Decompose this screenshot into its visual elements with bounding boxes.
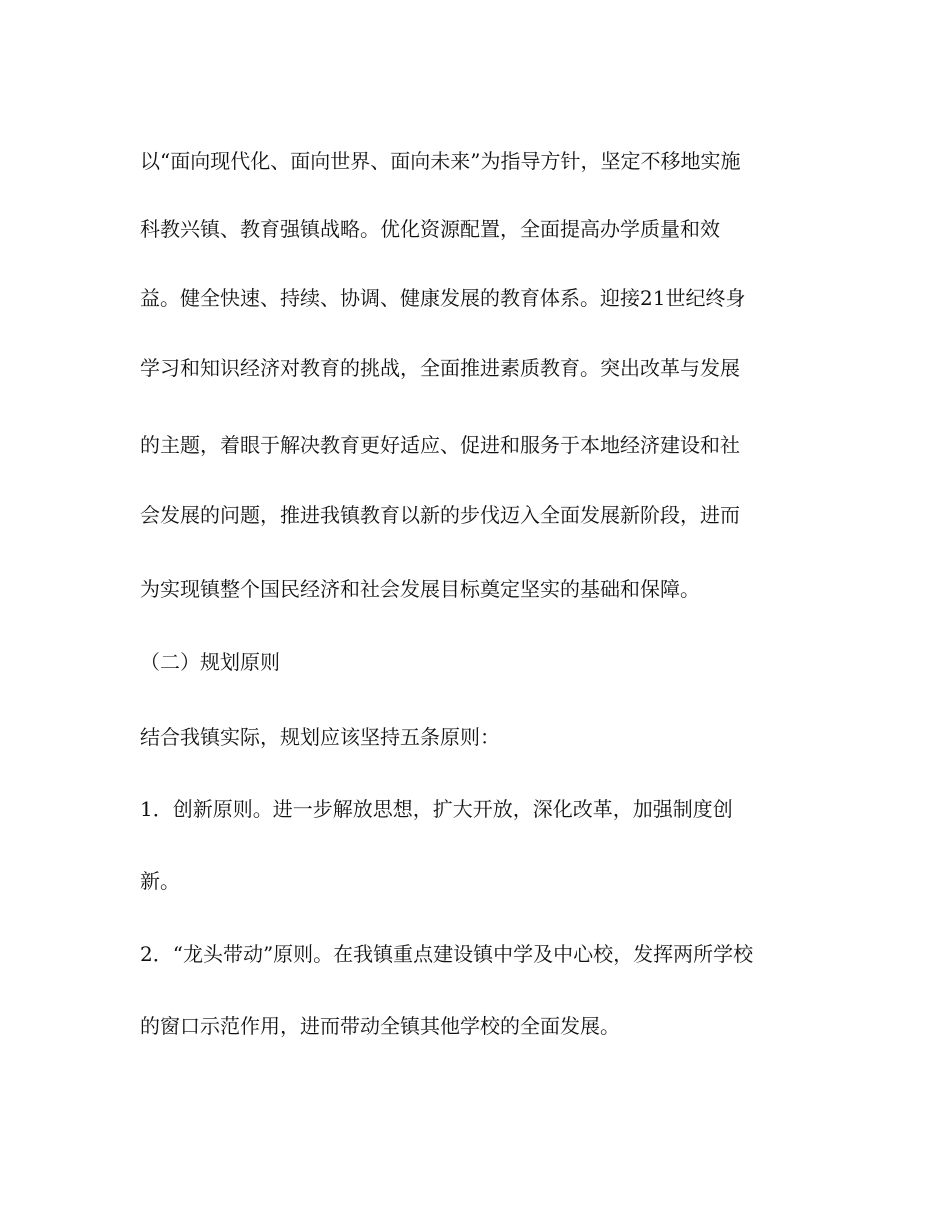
text-line: 科教兴镇、教育强镇战略。优化资源配置，全面提高办学质量和效 [140, 217, 720, 241]
text-line: 以“面向现代化、面向世界、面向未来”为指导方针，坚定不移地实施 [140, 149, 741, 173]
text-line: 结合我镇实际，规划应该坚持五条原则： [140, 725, 500, 749]
list-item-1-continuation: 新。 [140, 869, 180, 893]
text-line: 的主题，着眼于解决教育更好适应、促进和服务于本地经济建设和社 [140, 433, 740, 457]
list-item-2: 2．“龙头带动”原则。在我镇重点建设镇中学及中心校，发挥两所学校 [140, 942, 754, 966]
section-heading: （二）规划原则 [140, 650, 280, 674]
text-line: 会发展的问题，推进我镇教育以新的步伐迈入全面发展新阶段，进而 [140, 503, 740, 527]
text-line: 学习和知识经济对教育的挑战，全面推进素质教育。突出改革与发展 [140, 356, 740, 380]
list-item-1: 1．创新原则。进一步解放思想，扩大开放，深化改革，加强制度创 [140, 797, 733, 821]
text-line: 为实现镇整个国民经济和社会发展目标奠定坚实的基础和保障。 [140, 577, 700, 601]
list-item-2-continuation: 的窗口示范作用，进而带动全镇其他学校的全面发展。 [140, 1014, 620, 1038]
text-line: 益。健全快速、持续、协调、健康发展的教育体系。迎接21世纪终身 [140, 286, 746, 310]
